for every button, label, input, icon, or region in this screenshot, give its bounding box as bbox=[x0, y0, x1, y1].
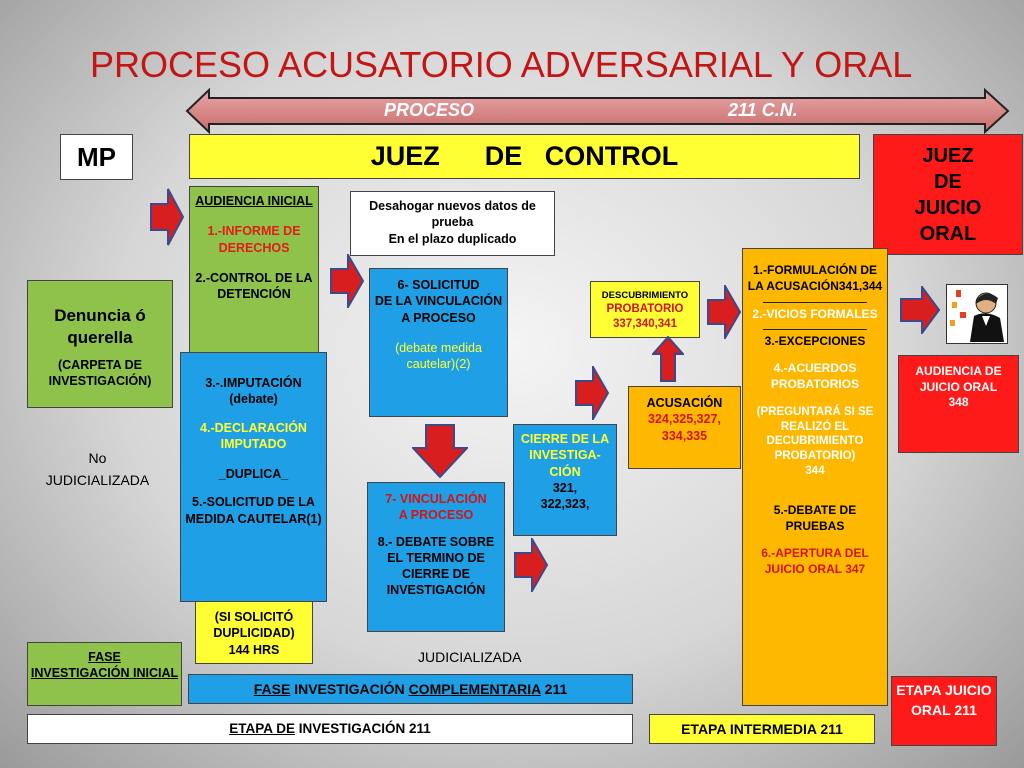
informe-derechos: 1.-INFORME DE DERECHOS bbox=[207, 224, 301, 255]
etapa-intermedia-detalle-box bbox=[742, 248, 888, 706]
denuncia-title: Denuncia ó querella bbox=[54, 306, 146, 348]
divider-line bbox=[763, 302, 867, 303]
divider-line bbox=[763, 329, 867, 330]
cierre-investigacion-arts: 321, 322,323, bbox=[540, 480, 590, 511]
banner-211-cn: 211 C.N. bbox=[728, 100, 798, 120]
solicitud-vinculacion-text: 6- SOLICITUD DE LA VINCULACIÓN A PROCESO bbox=[374, 278, 503, 325]
descubrimiento-sub: PROBATORIO 337,340,341 bbox=[606, 303, 684, 331]
denuncia-box bbox=[27, 280, 173, 408]
etapa-intermedia-box: ETAPA INTERMEDIA 211 bbox=[649, 714, 875, 744]
imputacion-item: 3.-.IMPUTACIÓN (debate) bbox=[205, 376, 302, 407]
red-arrow-icon bbox=[150, 188, 184, 246]
fase-inicial-rest: INVESTIGACIÓN INICIAL bbox=[30, 666, 179, 681]
acusacion-title: ACUSACIÓN bbox=[646, 396, 723, 410]
etapa-investigacion-box bbox=[27, 714, 633, 744]
descubrimiento-box bbox=[590, 281, 700, 338]
descubrimiento-title: DESCUBRIMIENTO bbox=[601, 290, 689, 301]
control-detencion: 2.-CONTROL DE LA DETENCIÓN bbox=[195, 270, 313, 301]
debate-cierre-investigacion: 8.- DEBATE SOBRE EL TERMINO DE CIERRE DE INVESTIGACIÓN bbox=[377, 534, 495, 598]
audiencia-inicial-box bbox=[189, 186, 319, 356]
fase-investigacion-inicial-box bbox=[27, 642, 182, 706]
judicializada-label: JUDICIALIZADA bbox=[418, 649, 522, 665]
acusacion-arts: 324,325,327, 334,335 bbox=[648, 412, 721, 443]
red-arrow-icon bbox=[707, 285, 741, 339]
red-up-arrow-icon bbox=[652, 336, 684, 382]
fase-comp-label: FASE bbox=[253, 681, 291, 697]
desahogar-box: Desahogar nuevos datos de prueba En el plazo duplicado bbox=[350, 191, 555, 256]
etapa-de-label: ETAPA DE bbox=[229, 721, 295, 736]
double-arrow-banner bbox=[185, 88, 1011, 134]
vicios-formales: 2.-VICIOS FORMALES bbox=[752, 307, 878, 322]
vinculacion-proceso-box bbox=[367, 482, 505, 632]
banner-proceso: PROCESO bbox=[384, 100, 475, 120]
acuerdos-probatorios: 4.-ACUERDOS PROBATORIOS bbox=[770, 361, 860, 391]
mp-box: MP bbox=[60, 134, 133, 180]
fase-label: FASE bbox=[88, 650, 121, 664]
red-down-arrow-icon bbox=[412, 424, 468, 478]
cierre-investigacion-box bbox=[513, 424, 617, 536]
red-arrow-icon bbox=[575, 366, 609, 420]
cierre-investigacion-title: CIERRE DE LA INVESTIGA-CIÓN bbox=[520, 432, 610, 479]
duplica-text: _DUPLICA_ bbox=[218, 467, 289, 481]
solicitud-medida-cautelar: 5.-SOLICITUD DE LA MEDIDA CAUTELAR(1) bbox=[185, 495, 322, 526]
excepciones: 3.-EXCEPCIONES bbox=[764, 333, 866, 348]
debate-pruebas: 5.-DEBATE DE PRUEBAS bbox=[773, 503, 857, 533]
acusacion-box bbox=[628, 386, 741, 469]
fase-investigacion-complementaria-box bbox=[188, 674, 633, 704]
red-arrow-icon bbox=[900, 286, 940, 334]
audiencia-juicio-oral-box: AUDIENCIA DE JUICIO ORAL 348 bbox=[898, 355, 1019, 453]
debate-medida-cautelar: (debate medida cautelar)(2) bbox=[395, 340, 482, 371]
judge-figure-icon bbox=[946, 284, 1008, 344]
pregunta-descubrimiento: (PREGUNTARÁ SI SE REALIZÓ EL DECUBRIMIENTO PROBATORIO) 344 bbox=[756, 405, 874, 478]
solicitud-vinculacion-box bbox=[369, 268, 508, 417]
apertura-juicio-oral: 6.-APERTURA DEL JUICIO ORAL 347 bbox=[761, 546, 869, 577]
red-arrow-icon bbox=[330, 254, 364, 308]
fase-comp-mid: INVESTIGACIÓN bbox=[294, 681, 405, 697]
fase-comp-complementaria: COMPLEMENTARIA bbox=[408, 681, 541, 697]
formulacion-acusacion: 1.-FORMULACIÓN DE LA ACUSACIÓN341,344 bbox=[747, 263, 883, 293]
etapa-juicio-oral-box: ETAPA JUICIO ORAL 211 bbox=[891, 676, 997, 746]
fase-comp-num: 211 bbox=[544, 681, 568, 697]
imputacion-box bbox=[180, 352, 327, 602]
page-title: PROCESO ACUSATORIO ADVERSARIAL Y ORAL bbox=[90, 44, 913, 85]
audiencia-inicial-title: AUDIENCIA INICIAL bbox=[195, 194, 313, 208]
duplicidad-text: (SI SOLICITÓ DUPLICIDAD) 144 HRS bbox=[213, 610, 295, 657]
etapa-investigacion-rest: INVESTIGACIÓN 211 bbox=[298, 721, 431, 736]
juez-de-juicio-oral-box: JUEZ DE JUICIO ORAL bbox=[873, 134, 1023, 255]
no-judicializada-label: No JUDICIALIZADA bbox=[45, 450, 150, 489]
declaracion-imputado: 4.-DECLARACIÓN IMPUTADO bbox=[200, 420, 307, 451]
denuncia-subtitle: (CARPETA DE INVESTIGACIÓN) bbox=[48, 358, 152, 389]
juez-de-control-box: JUEZ DE CONTROL bbox=[189, 134, 860, 179]
vinculacion-proceso-text: 7- VINCULACIÓN A PROCESO bbox=[385, 492, 487, 523]
red-arrow-icon bbox=[514, 538, 548, 592]
